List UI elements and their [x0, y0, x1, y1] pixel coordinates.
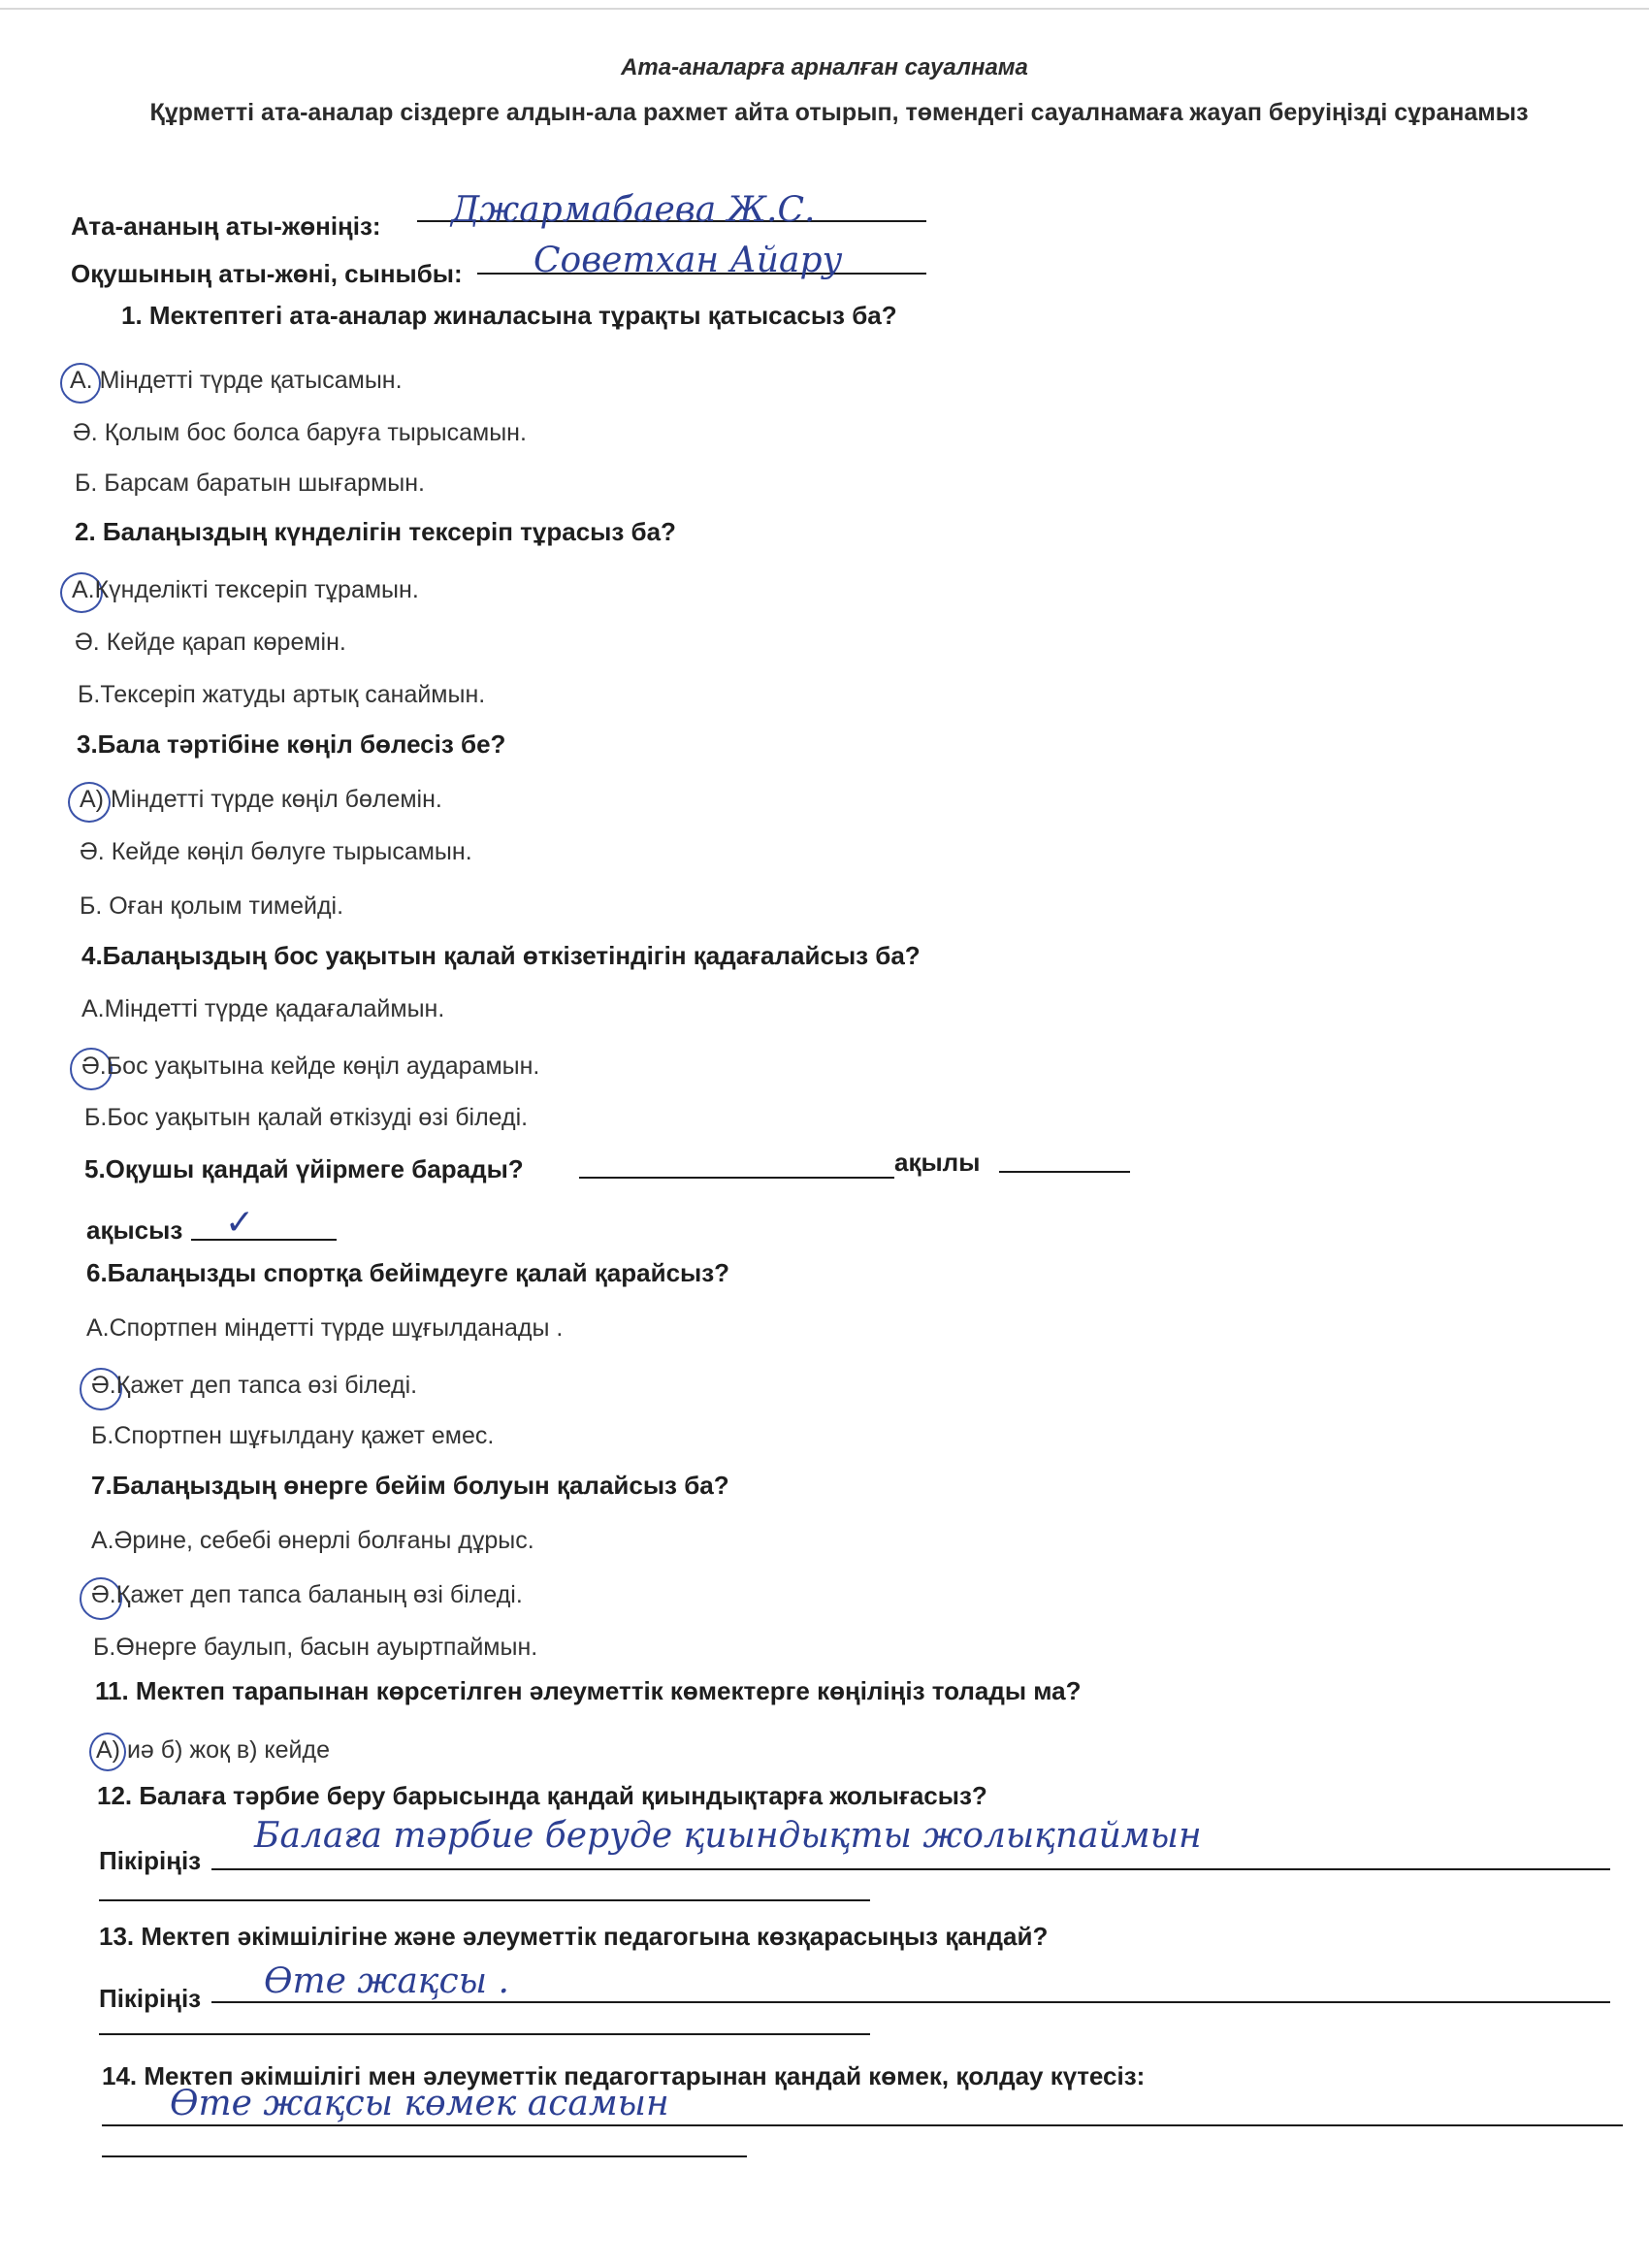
club-name-underline — [579, 1177, 894, 1179]
free-underline — [191, 1239, 337, 1241]
q2-option-a: А.Күнделікті тексеріп тұрамын. — [72, 576, 419, 603]
question-4: 4.Балаңыздың бос уақытын қалай өткізетіндігін қадағалайсыз ба? — [81, 941, 921, 970]
q12-opinion-label: Пікіріңіз — [99, 1846, 202, 1875]
question-11: 11. Мектеп тарапынан көрсетілген әлеуметтік көмектерге көңіліңіз толады ма? — [95, 1676, 1082, 1705]
q5-paid-label: ақылы — [894, 1148, 981, 1177]
q13-answer-line-2 — [99, 2033, 870, 2035]
q14-answer-line-2 — [102, 2155, 747, 2157]
free-checkmark: ✓ — [225, 1203, 255, 1243]
q13-opinion-label: Пікіріңіз — [99, 1984, 202, 2013]
question-14: 14. Мектеп әкімшілігі мен әлеуметтік педагогтарынан қандай көмек, қолдау күтесіз: — [102, 2061, 1146, 2090]
q14-handwritten-answer: Өте жақсы көмек асамын — [170, 2084, 669, 2123]
question-1: 1. Мектептегі ата-аналар жиналасына тұрақты қатысасыз ба? — [121, 301, 897, 330]
parent-name-label: Ата-ананың аты-жөніңіз: — [71, 211, 381, 241]
survey-title: Ата-аналарға арналған сауалнама — [621, 54, 1028, 81]
intro-text: Құрметті ата-аналар сіздерге алдын-ала рахмет айта отырып, төмендегі сауалнамаға жауап беруіңізді сұранамыз — [149, 99, 1529, 126]
parent-name-handwritten: Джармабаева Ж.С. — [451, 190, 816, 230]
q14-answer-line-1 — [102, 2124, 1623, 2126]
q1-option-b: Ә. Қолым бос болса баруға тырысамын. — [73, 419, 527, 446]
q7-option-c: Б.Өнерге баулып, басын ауыртпаймын. — [93, 1634, 538, 1661]
q3-option-b: Ә. Кейде көңіл бөлуге тырысамын. — [80, 838, 472, 865]
q7-option-b: Ә.Қажет деп тапса баланың өзі біледі. — [91, 1581, 523, 1608]
page-top-border — [0, 8, 1649, 10]
question-2: 2. Балаңыздың күнделігін тексеріп тұрасыз ба? — [75, 517, 676, 546]
question-7: 7.Балаңыздың өнерге бейім болуын қалайсыз ба? — [91, 1471, 729, 1500]
q1-option-c: Б. Барсам баратын шығармын. — [75, 470, 425, 497]
q2-option-b: Ә. Кейде қарап көремін. — [75, 629, 346, 656]
q11-options: А) иә б) жоқ в) кейде — [96, 1736, 330, 1764]
question-3: 3.Бала тәртібіне көңіл бөлесіз бе? — [77, 729, 506, 759]
q5-free-label: ақысыз — [86, 1215, 183, 1245]
q6-option-a: А.Спортпен міндетті түрде шұғылданады . — [86, 1314, 564, 1342]
paid-underline — [999, 1171, 1130, 1173]
q13-answer-line-1 — [211, 2001, 1610, 2003]
q12-answer-line-2 — [99, 1899, 870, 1901]
q12-answer-line-1 — [211, 1868, 1610, 1870]
q1-option-a: А. Міндетті түрде қатысамын. — [70, 367, 403, 394]
student-name-label: Оқушының аты-жөні, сыныбы: — [71, 259, 463, 288]
q6-option-b: Ә.Қажет деп тапса өзі біледі. — [91, 1372, 418, 1399]
q4-option-b: Ә.Бос уақытына кейде көңіл аударамын. — [81, 1053, 540, 1080]
q12-handwritten-answer: Балаға тәрбие беруде қиындықты жолықпаймын — [254, 1816, 1202, 1856]
question-5: 5.Оқушы қандай үйірмеге барады? — [84, 1154, 524, 1183]
q4-option-a: А.Міндетті түрде қадағалаймын. — [81, 995, 445, 1022]
q13-handwritten-answer: Өте жақсы . — [264, 1961, 509, 2001]
q6-option-c: Б.Спортпен шұғылдану қажет емес. — [91, 1422, 495, 1449]
q7-option-a: А.Әрине, себебі өнерлі болғаны дұрыс. — [91, 1527, 534, 1554]
q2-option-c: Б.Тексеріп жатуды артық санаймын. — [78, 681, 486, 708]
q3-option-a: А) Міндетті түрде көңіл бөлемін. — [80, 786, 442, 813]
q3-option-c: Б. Оған қолым тимейді. — [80, 892, 344, 920]
q4-option-c: Б.Бос уақытын қалай өткізуді өзі біледі. — [84, 1104, 529, 1131]
question-6: 6.Балаңызды спортқа бейімдеуге қалай қарайсыз? — [86, 1258, 730, 1287]
question-12: 12. Балаға тәрбие беру барысында қандай қиындықтарға жолығасыз? — [97, 1781, 987, 1810]
question-13: 13. Мектеп әкімшілігіне және әлеуметтік педагогына көзқарасыңыз қандай? — [99, 1922, 1049, 1951]
student-name-handwritten: Советхан Айару — [534, 241, 843, 280]
